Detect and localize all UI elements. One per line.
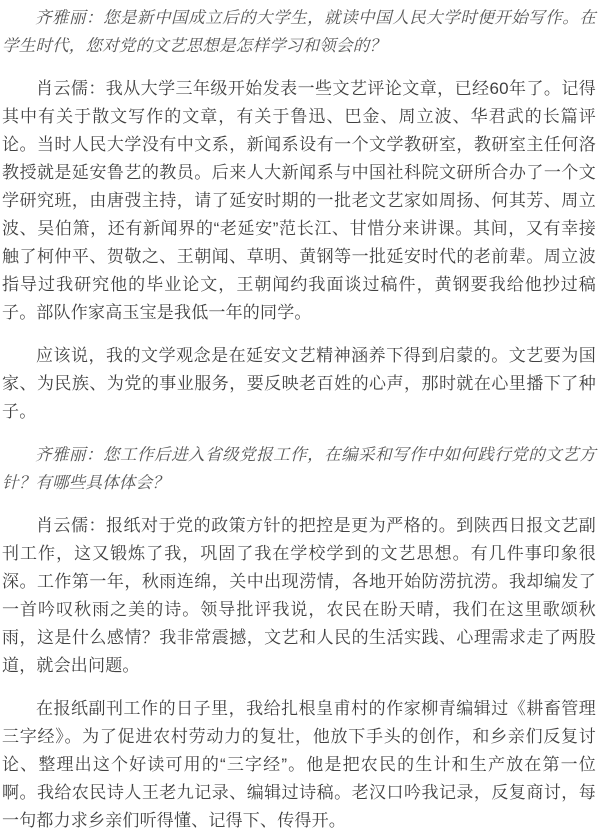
- interviewee-answer-2: 肖云儒：报纸对于党的政策方针的把控是更为严格的。到陕西日报文艺副刊工作，这又锻炼了我，巩固了我在学校学到的文艺思想。有几件事印象很深。工作第一年，秋雨连绵，关中出现涝情，各地开始防涝抗涝。我却编发了一首吟叹秋雨之美的诗。领导批评我说，农民在盼天晴，我们在这里歌颂秋雨，这是什么感情？我非常震撼，文艺和人民的生活实践、心理需求走了两股道，就会出问题。: [2, 516, 596, 675]
- interviewee-answer-1: 肖云儒：我从大学三年级开始发表一些文艺评论文章，已经60年了。记得其中有关于散文写作的文章，有关于鲁迅、巴金、周立波、华君武的长篇评论。当时人民大学没有中文系，新闻系设有一个文学教研室，教研室主任何洛教授就是延安鲁艺的教员。后来人大新闻系与中国社科院文研所合办了一个文学研究班，由唐弢主持，请了延安时期的一批老文艺家如周扬、何其芳、周立波、吴伯箫，还有新闻界的“老延安”范长江、甘惜分来讲课。其间，又有幸接触了柯仲平、贺敬之、王朝闻、草明、黄钢等一批延安时代的老前辈。周立波指导过我研究他的毕业论文，王朝闻约我面谈过稿件，黄钢要我给他抄过稿子。部队作家高玉宝是我低一年的同学。: [2, 79, 596, 322]
- interviewer-question-2: 齐雅丽：您工作后进入省级党报工作，在编采和写作中如何践行党的文艺方针？有哪些具体体会？: [2, 445, 596, 492]
- interviewer-question-1: 齐雅丽：您是新中国成立后的大学生，就读中国人民大学时便开始写作。在学生时代，您对党的文艺思想是怎样学习和领会的？: [2, 8, 596, 55]
- interviewee-answer-2-continued: 在报纸副刊工作的日子里，我给扎根皇甫村的作家柳青编辑过《耕畜管理三字经》。为了促进农村劳动力的复壮，他放下手头的创作，和乡亲们反复讨论、整理出这个好读可用的“三字经”。他是把农民的生计和生产放在第一位啊。我给农民诗人王老九记录、编辑过诗稿。老汉口吟我记录，反复商讨，每一句都力求乡亲们听得懂、记得下、传得开。: [2, 699, 596, 830]
- interviewee-answer-1-continued: 应该说，我的文学观念是在延安文艺精神涵养下得到启蒙的。文艺要为国家、为民族、为党的事业服务，要反映老百姓的心声，那时就在心里播下了种子。: [2, 346, 596, 421]
